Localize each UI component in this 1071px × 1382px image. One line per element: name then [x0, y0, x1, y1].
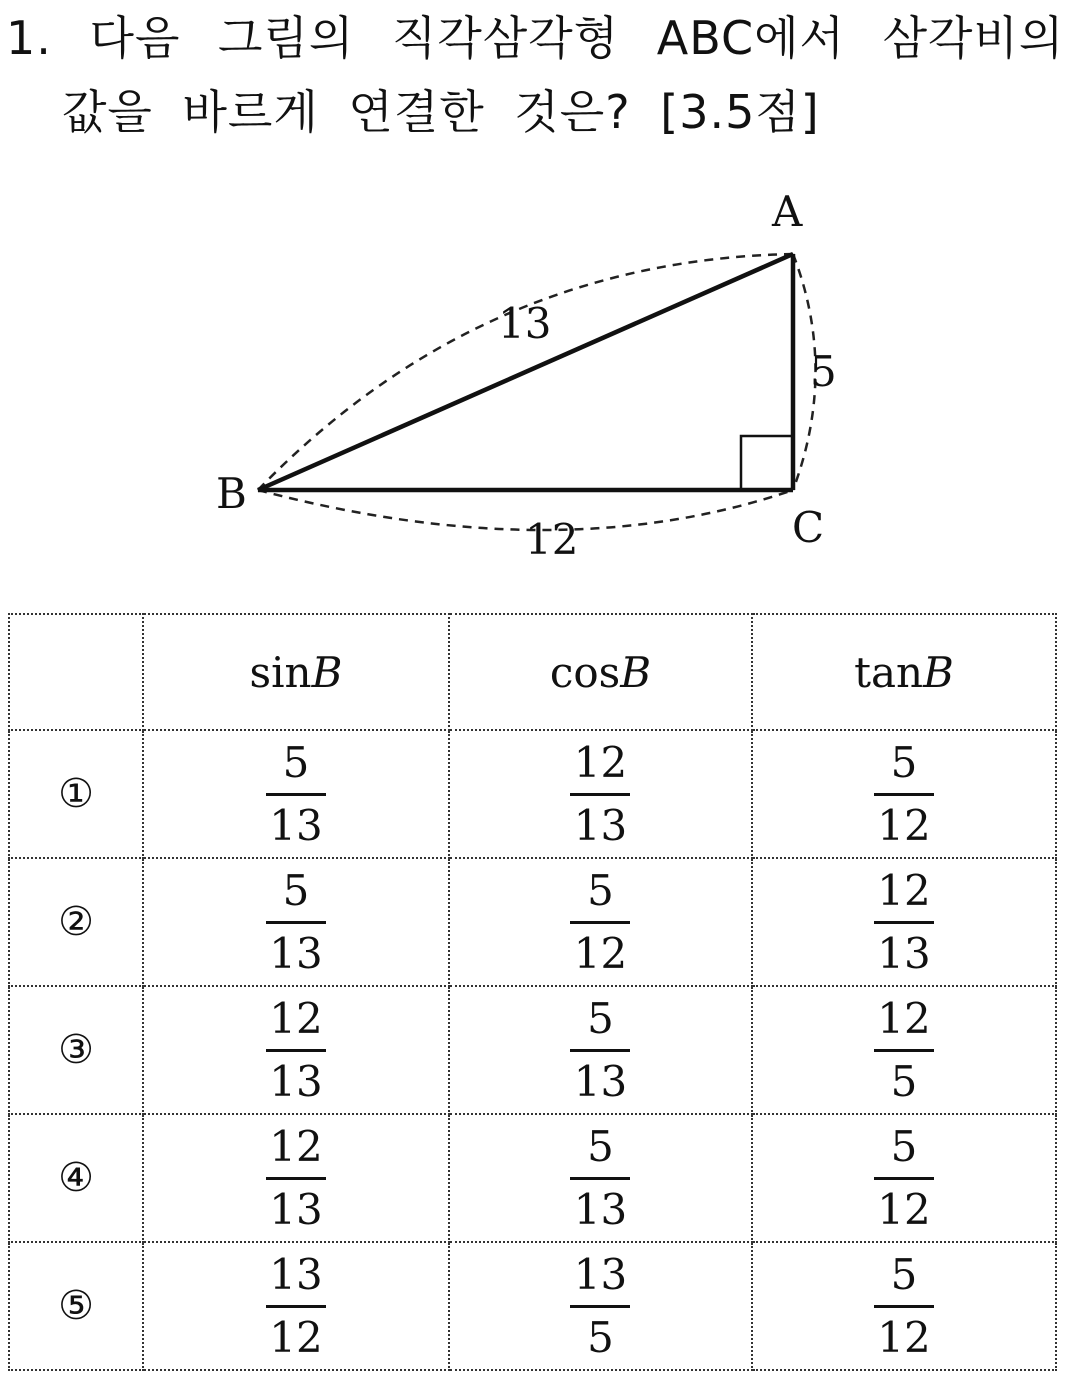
- right-angle-mark: [741, 436, 793, 490]
- side-ac-length: 5: [810, 347, 837, 396]
- fraction-bar: [570, 1049, 630, 1052]
- fraction: [570, 1250, 631, 1363]
- fraction-bar: [266, 1177, 326, 1180]
- numerator: 5: [587, 993, 614, 1043]
- fraction-cell: [449, 1242, 752, 1370]
- numerator: 5: [587, 1121, 614, 1171]
- numerator: 12: [877, 865, 931, 915]
- fraction-cell: [752, 986, 1056, 1114]
- denominator: 13: [269, 1184, 323, 1234]
- fraction-cell: [752, 1242, 1056, 1370]
- vertex-b-label: B: [216, 469, 247, 518]
- denominator: 13: [269, 928, 323, 978]
- denominator: 12: [877, 800, 931, 850]
- fraction-cell: [143, 986, 449, 1114]
- numerator: 5: [890, 1121, 918, 1171]
- denominator: 13: [877, 928, 931, 978]
- fraction-bar: [266, 1049, 326, 1052]
- side-bc-length: 12: [525, 515, 579, 564]
- fraction-bar: [570, 1305, 630, 1308]
- table-row[interactable]: [9, 986, 1056, 1114]
- denominator: 12: [269, 1312, 323, 1362]
- numerator: 12: [877, 993, 931, 1043]
- fraction-cell: [449, 986, 752, 1114]
- fraction: [570, 994, 631, 1107]
- fraction-cell: [752, 1114, 1056, 1242]
- fraction: [265, 866, 326, 979]
- fraction: [873, 866, 934, 979]
- denominator: 5: [587, 1312, 614, 1362]
- fraction-bar: [570, 793, 630, 796]
- numerator: 12: [573, 737, 628, 787]
- header-cos: [449, 614, 752, 730]
- numerator: 5: [282, 865, 310, 915]
- table-row[interactable]: [9, 1242, 1056, 1370]
- choice-label: ④: [58, 1155, 94, 1201]
- answer-choices-table: [8, 613, 1057, 1371]
- fraction-cell: [143, 730, 449, 858]
- fraction-cell: [752, 730, 1056, 858]
- choice-label: ②: [58, 899, 94, 945]
- choice-label: ⑤: [58, 1283, 94, 1329]
- header-tan: [752, 614, 1056, 730]
- header-empty-cell: [9, 614, 143, 730]
- numerator: 13: [269, 1249, 323, 1299]
- fraction-bar: [874, 1305, 934, 1308]
- numerator: 13: [573, 1249, 628, 1299]
- denominator: 13: [573, 800, 628, 850]
- choice-label: ③: [58, 1027, 94, 1073]
- fraction-bar: [266, 1305, 326, 1308]
- fraction-bar: [266, 921, 326, 924]
- fraction: [265, 994, 326, 1107]
- vertex-a-label: A: [772, 187, 803, 236]
- fraction-cell: [143, 1242, 449, 1370]
- fraction: [873, 1250, 934, 1363]
- fraction: [570, 866, 631, 979]
- fraction: [265, 1122, 326, 1235]
- choice-number[interactable]: [9, 986, 143, 1114]
- fraction-bar: [874, 1049, 934, 1052]
- question-line-2: 값을 바르게 연결한 것은? [3.5점]: [62, 85, 820, 139]
- header-sin: [143, 614, 449, 730]
- func-name: tan: [854, 647, 924, 697]
- fraction-bar: [266, 793, 326, 796]
- fraction: [873, 738, 934, 851]
- func-name: sin: [249, 647, 312, 697]
- vertex-c-label: C: [792, 503, 825, 552]
- choice-number[interactable]: [9, 1242, 143, 1370]
- denominator: 5: [890, 1056, 918, 1106]
- fraction-bar: [570, 921, 630, 924]
- choice-number[interactable]: [9, 858, 143, 986]
- numerator: 5: [890, 1249, 918, 1299]
- func-var: B: [620, 647, 652, 697]
- denominator: 12: [877, 1312, 931, 1362]
- denominator: 13: [269, 1056, 323, 1106]
- fraction: [265, 738, 326, 851]
- func-var: B: [923, 647, 954, 697]
- triangle-figure: [0, 170, 1071, 590]
- func-name: cos: [549, 647, 621, 697]
- side-ab-length: 13: [498, 299, 552, 348]
- fraction-cell: [449, 730, 752, 858]
- fraction-cell: [752, 858, 1056, 986]
- fraction: [570, 738, 631, 851]
- table-row[interactable]: [9, 858, 1056, 986]
- fraction: [873, 994, 934, 1107]
- side-ab: [258, 254, 793, 490]
- table-row[interactable]: [9, 730, 1056, 858]
- fraction-cell: [143, 1114, 449, 1242]
- question-line-1: 1. 다음 그림의 직각삼각형 ABC에서 삼각비의: [6, 11, 1065, 65]
- triangle-diagram: [0, 170, 1071, 590]
- table-row[interactable]: [9, 1114, 1056, 1242]
- fraction-bar: [874, 793, 934, 796]
- denominator: 12: [573, 928, 628, 978]
- choice-number[interactable]: [9, 1114, 143, 1242]
- fraction: [873, 1122, 934, 1235]
- numerator: 5: [890, 737, 918, 787]
- choice-label: ①: [58, 771, 94, 817]
- fraction-cell: [449, 858, 752, 986]
- denominator: 13: [573, 1184, 628, 1234]
- fraction: [265, 1250, 326, 1363]
- denominator: 13: [573, 1056, 628, 1106]
- numerator: 12: [269, 993, 323, 1043]
- fraction-bar: [874, 1177, 934, 1180]
- fraction: [570, 1122, 631, 1235]
- func-var: B: [311, 647, 343, 697]
- denominator: 13: [269, 800, 323, 850]
- numerator: 5: [587, 865, 614, 915]
- choice-number[interactable]: [9, 730, 143, 858]
- table-header-row: [9, 614, 1056, 730]
- fraction-bar: [874, 921, 934, 924]
- fraction-cell: [143, 858, 449, 986]
- fraction-cell: [449, 1114, 752, 1242]
- numerator: 5: [282, 737, 310, 787]
- question-text: [0, 0, 1071, 150]
- denominator: 12: [877, 1184, 931, 1234]
- numerator: 12: [269, 1121, 323, 1171]
- fraction-bar: [570, 1177, 630, 1180]
